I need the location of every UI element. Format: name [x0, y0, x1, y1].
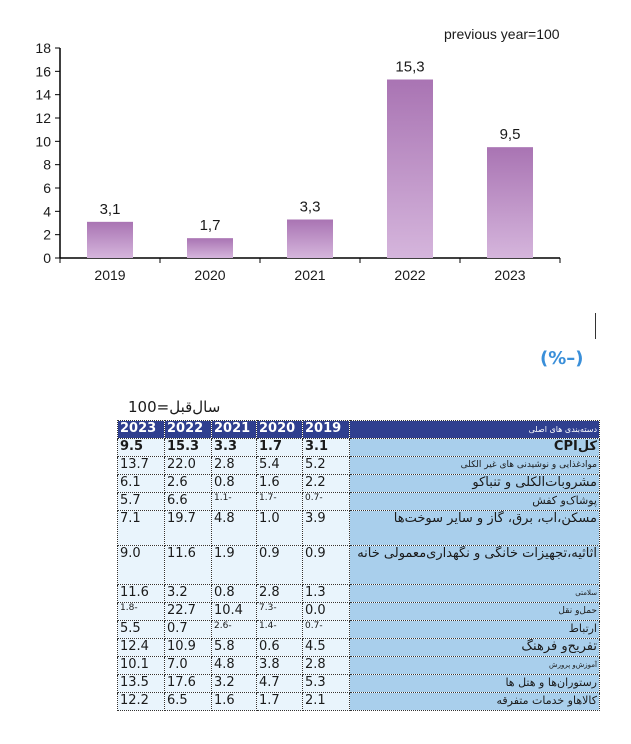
value-cell: 3.9 [303, 511, 350, 546]
value-cell: 9.0 [118, 546, 165, 585]
value-cell: 10.4 [212, 603, 257, 621]
divider-line [595, 313, 596, 339]
table-row [118, 457, 600, 475]
value-cell: 11.6 [165, 546, 212, 585]
table-row [118, 639, 600, 657]
bar-2022 [387, 80, 433, 259]
value-cell: 3.2 [165, 585, 212, 603]
value-cell: 1.0 [257, 511, 303, 546]
value-cell: 6.5 [165, 693, 212, 711]
data-label: 3,1 [99, 200, 121, 218]
table-row [118, 621, 600, 639]
value-cell: 5.5 [118, 621, 165, 639]
value-cell: 5.3 [303, 675, 350, 693]
value-cell: 6.6 [165, 493, 212, 511]
category-cell: ارتباط [350, 621, 600, 639]
value-cell: 0.7- [303, 621, 350, 639]
value-cell: 22.7 [165, 603, 212, 621]
value-cell: 2.8 [212, 457, 257, 475]
y-tick-label: 12 [35, 110, 51, 126]
year-header: 2023 [118, 421, 165, 439]
value-cell: 15.3 [165, 439, 212, 457]
value-cell: 5.2 [303, 457, 350, 475]
y-tick-label: 2 [43, 226, 51, 243]
value-cell: 7.0 [165, 657, 212, 675]
x-tick-label: 2021 [294, 267, 326, 283]
year-header: 2021 [212, 421, 257, 439]
x-tick-label: 2020 [194, 267, 226, 283]
value-cell: 19.7 [165, 511, 212, 546]
y-axis [35, 40, 60, 266]
value-cell: 2.8 [257, 585, 303, 603]
table-row [118, 439, 600, 457]
value-cell: 0.0 [303, 603, 350, 621]
bar-2023 [487, 147, 533, 258]
value-cell: 7.1 [118, 511, 165, 546]
table-row [118, 657, 600, 675]
value-cell: 1.6 [212, 693, 257, 711]
cpi-table [117, 420, 600, 711]
value-cell: 2.2 [303, 475, 350, 493]
table-row [118, 585, 600, 603]
value-cell: 2.6 [165, 475, 212, 493]
value-cell: 1.4- [257, 621, 303, 639]
value-cell: 3.2 [212, 675, 257, 693]
category-cell: پوشاک‌و کفش [350, 493, 600, 511]
value-cell: 6.1 [118, 475, 165, 493]
data-label: 15,3 [395, 58, 425, 76]
table-header-row [118, 421, 600, 439]
category-cell: موادغذایی و نوشیدنی های غیر الکلی [350, 457, 600, 475]
x-tick-label: 2023 [494, 267, 526, 283]
value-cell: 4.8 [212, 511, 257, 546]
value-cell: 22.0 [165, 457, 212, 475]
value-cell: 11.6 [118, 585, 165, 603]
y-tick-label: 0 [43, 250, 51, 266]
value-cell: 1.1- [212, 493, 257, 511]
value-cell: 12.4 [118, 639, 165, 657]
value-cell: 2.6- [212, 621, 257, 639]
category-cell: رستوران‌ها و هتل ها [350, 675, 600, 693]
year-header: 2020 [257, 421, 303, 439]
bar-2021 [287, 220, 333, 259]
chart-annotation: previous year=100 [444, 26, 560, 42]
value-cell: 5.7 [118, 493, 165, 511]
value-cell: 1.8- [118, 603, 165, 621]
value-cell: 0.8 [212, 585, 257, 603]
value-cell: 0.7 [165, 621, 212, 639]
value-cell: 5.8 [212, 639, 257, 657]
y-tick-label: 8 [43, 156, 51, 173]
value-cell: 0.9 [257, 546, 303, 585]
data-label: 1,7 [199, 217, 221, 235]
value-cell: 0.7- [303, 493, 350, 511]
category-header: دسته‌بندی های اصلی [350, 421, 600, 439]
table-row [118, 511, 600, 546]
value-cell: 4.5 [303, 639, 350, 657]
category-cell: سلامتی [350, 585, 600, 603]
category-cell: اثاثیه،تجهیزات خانگی و نگهداری‌معمولی خانه [350, 546, 600, 585]
y-tick-label: 10 [35, 133, 51, 150]
value-cell: 3.1 [303, 439, 350, 457]
value-cell: 9.5 [118, 439, 165, 457]
year-header: 2022 [165, 421, 212, 439]
value-cell: 1.6 [257, 475, 303, 493]
table-row [118, 675, 600, 693]
value-cell: 7.3- [257, 603, 303, 621]
value-cell: 13.5 [118, 675, 165, 693]
data-label: 9,5 [499, 126, 521, 144]
value-cell: 13.7 [118, 457, 165, 475]
value-cell: 1.7 [257, 693, 303, 711]
value-cell: 10.9 [165, 639, 212, 657]
bar-2019 [87, 222, 133, 258]
value-cell: 12.2 [118, 693, 165, 711]
value-cell: 2.8 [303, 657, 350, 675]
value-cell: 5.4 [257, 457, 303, 475]
category-cell: مسکن،آب، برق، گاز و سایر سوخت‌ها [350, 511, 600, 546]
value-cell: 0.6 [257, 639, 303, 657]
y-tick-label: 16 [35, 63, 51, 80]
table-row [118, 546, 600, 585]
value-cell: 4.7 [257, 675, 303, 693]
value-cell: 1.9 [212, 546, 257, 585]
bar-chart [0, 0, 631, 300]
value-cell: 10.1 [118, 657, 165, 675]
value-cell: 17.6 [165, 675, 212, 693]
y-tick-label: 18 [35, 40, 51, 56]
x-tick-label: 2022 [394, 267, 426, 283]
table-row [118, 693, 600, 711]
value-cell: 3.8 [257, 657, 303, 675]
value-cell: 1.7 [257, 439, 303, 457]
value-cell: 4.8 [212, 657, 257, 675]
category-cell: کلCPI [350, 439, 600, 457]
bars [87, 59, 533, 259]
table-title: سال‌قبل=100 [128, 398, 221, 416]
data-label: 3,3 [299, 198, 321, 216]
value-cell: 3.3 [212, 439, 257, 457]
unit-label: (%–) [540, 348, 584, 369]
y-tick-label: 6 [43, 180, 51, 196]
value-cell: 1.7- [257, 493, 303, 511]
value-cell: 1.3 [303, 585, 350, 603]
y-tick-label: 14 [35, 86, 51, 103]
value-cell: 0.8 [212, 475, 257, 493]
table-row [118, 475, 600, 493]
y-tick-label: 4 [43, 203, 51, 220]
category-cell: آموزش‌و پرورش [350, 657, 600, 675]
table-row [118, 603, 600, 621]
table-row [118, 493, 600, 511]
category-cell: مشروبات‌الکلی و تنباکو [350, 475, 600, 493]
bar-2020 [187, 238, 233, 258]
year-header: 2019 [303, 421, 350, 439]
category-cell: کالاهاو خدمات متفرقه [350, 693, 600, 711]
x-axis [60, 258, 560, 283]
category-cell: تفریح‌و فرهنگ [350, 639, 600, 657]
value-cell: 2.1 [303, 693, 350, 711]
value-cell: 0.9 [303, 546, 350, 585]
category-cell: حمل‌و نقل [350, 603, 600, 621]
x-tick-label: 2019 [94, 267, 126, 283]
